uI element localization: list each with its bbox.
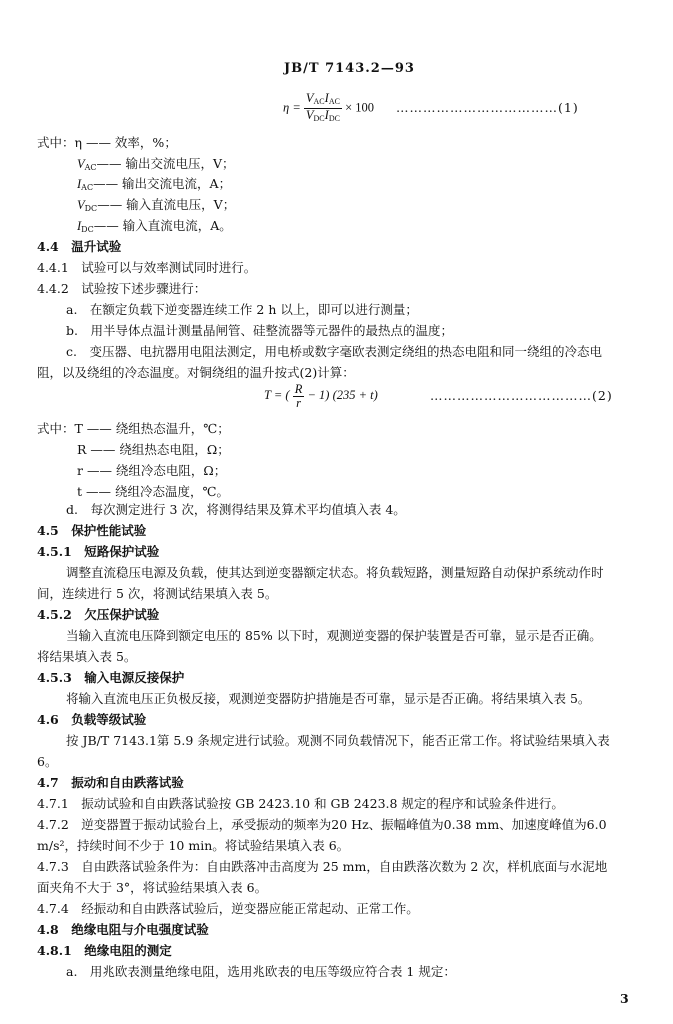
list-item: a. 在额定负载下逆变器连续工作 2 h 以上，即可以进行测量； bbox=[66, 302, 418, 317]
paragraph: 阻，以及绕组的冷态温度。对铜绕组的温升按式(2)计算： bbox=[37, 365, 355, 380]
paragraph: 当输入直流电压降到额定电压的 85% 以下时，观测逆变器的保护装置是否可靠，显示是否正确。 bbox=[66, 628, 602, 643]
where-item: t —— 绕组冷态温度，℃。 bbox=[77, 484, 229, 499]
paragraph: m/s²，持续时间不少于 10 min。将试验结果填入表 6。 bbox=[37, 838, 350, 853]
paragraph: 4.7.2 逆变器置于振动试验台上，承受振动的频率为20 Hz、振幅峰值为0.38 mm、加速度峰值为6.0 bbox=[37, 817, 607, 832]
list-item: c. 变压器、电抗器用电阻法测定，用电桥或数字毫欧表测定绕组的热态电阻和同一绕组的冷态电 bbox=[66, 344, 602, 359]
paragraph: 面夹角不大于 3°，将试验结果填入表 6。 bbox=[37, 880, 268, 895]
section-heading: 4.6 负载等级试验 bbox=[37, 712, 147, 727]
subsection-heading: 4.5.3 输入电源反接保护 bbox=[37, 670, 185, 685]
page-number: 3 bbox=[620, 991, 629, 1006]
paragraph: 将输入直流电压正负极反接，观测逆变器防护措施是否可靠，显示是否正确。将结果填入表 5。 bbox=[66, 691, 591, 706]
formula-fraction: $\frac{V_{AC}I_{AC}}{V_{DC}I_{DC}}$ bbox=[305, 91, 340, 123]
paragraph: 调整直流稳压电源及负载，使其达到逆变器额定状态。将负载短路，测量短路自动保护系统动作时 bbox=[66, 565, 604, 580]
where-item: $V_{DC}——$ 输入直流电压，V； bbox=[77, 197, 236, 213]
where-item: r —— 绕组冷态电阻，Ω； bbox=[77, 463, 227, 478]
where-intro: 式中：η —— 效率，%； bbox=[37, 135, 177, 150]
paragraph: 4.7.3 自由跌落试验条件为：自由跌落冲击高度为 25 mm，自由跌落次数为 2 次，样机底面与水泥地 bbox=[37, 859, 608, 874]
temperature-rise-formula: T = ( $\frac{R}{r}$ − 1) (235 + t) bbox=[264, 381, 378, 410]
list-item: d. 每次测定进行 3 次，将测得结果及算术平均值填入表 4。 bbox=[66, 502, 406, 517]
formula-lhs: η = bbox=[283, 100, 301, 115]
section-heading: 4.4 温升试验 bbox=[37, 239, 122, 254]
paragraph: 间，连续进行 5 次，将测试结果填入表 5。 bbox=[37, 586, 278, 601]
subsection-heading: 4.5.1 短路保护试验 bbox=[37, 544, 160, 559]
paragraph: 将结果填入表 5。 bbox=[37, 649, 137, 664]
formula-tail: × 100 bbox=[345, 100, 375, 115]
list-item: a. 用兆欧表测量绝缘电阻，选用兆欧表的电压等级应符合表 1 规定： bbox=[66, 964, 456, 979]
paragraph: 4.4.1 试验可以与效率测试同时进行。 bbox=[37, 260, 257, 275]
formula-2-number: ………………………………(2) bbox=[430, 388, 613, 403]
where-intro: 式中：T —— 绕组热态温升，℃； bbox=[37, 421, 230, 436]
where-item: $I_{AC}——$ 输出交流电流，A； bbox=[77, 176, 232, 192]
paragraph: 6。 bbox=[37, 754, 58, 769]
subsection-heading: 4.8.1 绝缘电阻的测定 bbox=[37, 943, 172, 958]
where-item: $I_{DC}——$ 输入直流电流，A。 bbox=[77, 218, 232, 234]
paragraph: 按 JB/T 7143.1第 5.9 条规定进行试验。观测不同负载情况下，能否正常工作。将试验结果填入表 bbox=[66, 733, 610, 748]
where-item: $V_{AC}——$ 输出交流电压，V； bbox=[77, 156, 235, 172]
document-header: JB/T 7143.2—93 bbox=[284, 61, 415, 76]
where-item: R —— 绕组热态电阻，Ω； bbox=[77, 442, 230, 457]
section-heading: 4.7 振动和自由跌落试验 bbox=[37, 775, 184, 790]
section-heading: 4.5 保护性能试验 bbox=[37, 523, 147, 538]
paragraph: 4.7.4 经振动和自由跌落试验后，逆变器应能正常起动、正常工作。 bbox=[37, 901, 419, 916]
paragraph: 4.4.2 试验按下述步骤进行： bbox=[37, 281, 207, 296]
subsection-heading: 4.5.2 欠压保护试验 bbox=[37, 607, 160, 622]
formula-1-number: ………………………………(1) bbox=[396, 100, 579, 115]
list-item: b. 用半导体点温计测量晶闸管、硅整流器等元器件的最热点的温度； bbox=[66, 323, 453, 338]
efficiency-formula bbox=[283, 92, 374, 125]
paragraph: 4.7.1 振动试验和自由跌落试验按 GB 2423.10 和 GB 2423.8 规定的程序和试验条件进行。 bbox=[37, 796, 564, 811]
section-heading: 4.8 绝缘电阻与介电强度试验 bbox=[37, 922, 209, 937]
